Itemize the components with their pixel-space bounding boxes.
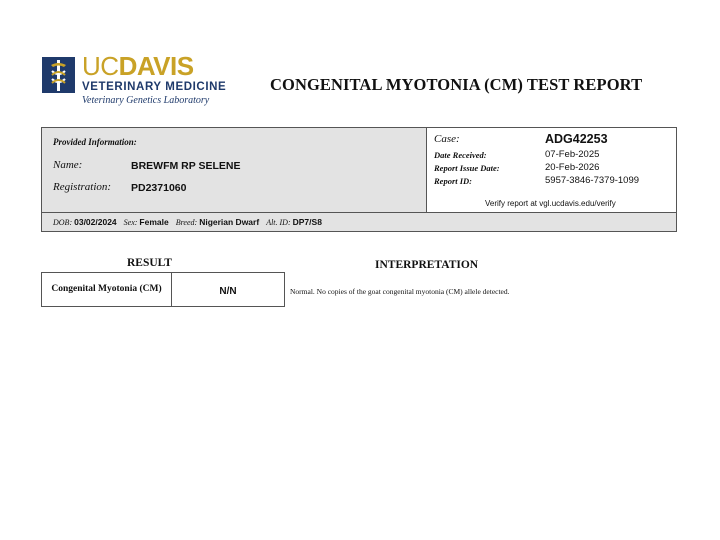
issue-date-value: 20-Feb-2026 (545, 162, 600, 173)
sex-label: Sex: (123, 218, 138, 227)
case-value: ADG42253 (545, 132, 608, 146)
name-label: Name: (53, 159, 83, 171)
result-table (41, 272, 285, 307)
report-id-value: 5957-3846-7379-1099 (545, 175, 640, 186)
result-heading: RESULT (127, 257, 172, 269)
case-panel (427, 128, 676, 212)
name-value: BREWFM RP SELENE (131, 160, 241, 172)
genotype-cell: N/N (219, 286, 237, 297)
dob-label: DOB: (53, 218, 73, 227)
sex-value: Female (139, 217, 169, 227)
alt-id-label: Alt. ID: (266, 218, 291, 227)
report-title: CONGENITAL MYOTONIA (CM) TEST REPORT (270, 75, 643, 94)
registration-value: PD2371060 (131, 182, 187, 194)
verify-link[interactable]: Verify report at vgl.ucdavis.edu/verify (485, 199, 616, 208)
breed-label: Breed: (175, 218, 198, 227)
logo-lab-name: Veterinary Genetics Laboratory (82, 95, 210, 106)
interpretation-heading: INTERPRETATION (375, 259, 479, 271)
dob-value: 03/02/2024 (74, 217, 117, 227)
date-received-label: Date Received: (434, 150, 487, 160)
date-received-value: 07-Feb-2025 (545, 149, 600, 160)
interpretation-text: Normal. No copies of the goat congenital myotonia (CM) allele detected. (290, 287, 510, 296)
logo-wordmark: UCDAVIS (82, 51, 194, 81)
test-name-cell: Congenital Myotonia (CM) (42, 273, 172, 306)
caduceus-shield-icon (42, 57, 75, 93)
animal-details-bar (42, 212, 676, 231)
ucdavis-logo (42, 51, 242, 109)
report-id-label: Report ID: (434, 176, 473, 186)
issue-date-label: Report Issue Date: (434, 163, 500, 173)
provided-information-panel (42, 128, 427, 212)
case-label: Case: (434, 133, 460, 145)
animal-details (53, 217, 327, 227)
logo-school-name: VETERINARY MEDICINE (82, 81, 227, 93)
info-box (41, 127, 677, 232)
breed-value: Nigerian Dwarf (199, 217, 260, 227)
registration-label: Registration: (53, 181, 112, 193)
alt-id-value: DP7/S8 (292, 217, 322, 227)
provided-heading: Provided Information: (53, 137, 137, 147)
